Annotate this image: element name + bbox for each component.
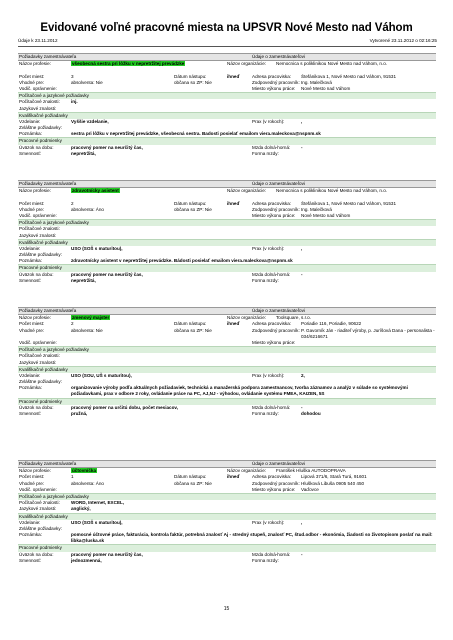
- form-row: [18, 233, 436, 239]
- position-highlight: zdravotnícky asistent: [72, 188, 119, 194]
- suitable-disabled: občana so ZP: Nie: [174, 79, 212, 85]
- field-label: Názov organizácie:: [227, 61, 267, 67]
- field-label: Vodič. oprávnenie:: [19, 212, 57, 218]
- form-row: [18, 558, 436, 564]
- field-label: Poznámka:: [19, 258, 42, 264]
- report-date: Údaje k 23.11.2012: [18, 38, 58, 43]
- spacer: [227, 328, 252, 340]
- job-note: sestra pri lôžku v nepretržitej prevádzke, všeobecná sestra. Badosti posielať emailom viera.maleckova@nspnm.sk: [71, 131, 321, 137]
- section-header: Kvalifikačné požiadavky: [18, 239, 436, 246]
- positions-count: 3: [71, 73, 74, 79]
- field-label: Vzdelanie:: [19, 519, 41, 525]
- spacer: [227, 558, 252, 564]
- form-row: [18, 360, 436, 366]
- field-label: Prax (v rokoch):: [252, 519, 285, 525]
- form-row: [18, 340, 436, 346]
- field-label: Jazykové znalosti:: [19, 232, 57, 238]
- shift-type: jednozmenná,: [71, 557, 102, 563]
- shift-type: nepretržitá,: [71, 150, 96, 156]
- form-row: [18, 487, 436, 493]
- field-label: Názov profesie:: [19, 61, 51, 67]
- field-label: Zodpovedný pracovník:: [252, 79, 300, 85]
- field-label: Názov organizácie:: [227, 315, 267, 321]
- field-label: Forma mzdy:: [252, 557, 279, 563]
- field-label: Smennosť:: [19, 150, 42, 156]
- suitable-disabled: občana so ZP: Nie: [174, 480, 212, 486]
- employer-info-heading: Údaje o zamestnávateľovi: [252, 54, 305, 59]
- form-row: [18, 506, 436, 512]
- field-label: Počet miest:: [19, 321, 45, 327]
- field-label: Počet miest:: [19, 474, 45, 480]
- field-label: Zodpovedný pracovník:: [252, 327, 300, 333]
- positions-count: 1: [71, 474, 74, 480]
- section-header: Pracovné podmienky: [18, 398, 436, 405]
- field-label: Vodič. oprávnenie:: [19, 486, 57, 492]
- section-header: Počítačové a jazykové požiadavky: [18, 346, 436, 353]
- driving-license: [71, 86, 174, 92]
- spacer: [227, 340, 252, 346]
- workplace-location: [301, 340, 436, 346]
- field-label: Zodpovedný pracovník:: [252, 480, 300, 486]
- spacer: [174, 278, 227, 284]
- employer-requirements-heading: Požiadavky zamestnávateľa: [19, 181, 77, 186]
- start-date: ihneď: [227, 73, 240, 79]
- job-note: pomocné účtovné práce, fakturácia, kontrola faktúr, potrebná znalosť Aj - stredný stupeň, znalosť PC, štud.odbor - ekonómia, žiadosti so životopisom poslať na mail: libka@luska.sk: [71, 532, 433, 544]
- form-row: [18, 106, 436, 112]
- field-label: Jazykové znalosti:: [19, 506, 57, 512]
- job-note: zdravotnícky asistent v nepretržitej prevádzke. Bádosti posielať emailom viera.maleckova@nspnm.sk: [71, 258, 293, 264]
- field-label: Dátum nástupu:: [174, 73, 207, 79]
- form-row: [18, 213, 436, 219]
- organization-name: František Hluška AUTODOPRAVA: [276, 468, 346, 474]
- field-label: Vzdelanie:: [19, 245, 41, 251]
- salary-form: [301, 278, 436, 284]
- form-row: [18, 188, 436, 200]
- position-highlight: zmenový majster: [72, 315, 110, 321]
- field-label: Prax (v rokoch):: [252, 245, 285, 251]
- field-label: Adresa pracoviska:: [252, 474, 292, 480]
- field-label: Zvláštne požiadavky:: [19, 125, 62, 131]
- contract-type: pracovný pomer na neurčitý čas,: [71, 551, 143, 557]
- education-level: Vyššie vzdelanie,: [71, 118, 109, 124]
- spacer: [174, 558, 227, 564]
- field-label: Počet miest:: [19, 73, 45, 79]
- field-label: Názov profesie:: [19, 315, 51, 321]
- section-header: Pracovné podmienky: [18, 544, 436, 551]
- field-label: Miesto výkonu práce:: [252, 339, 296, 345]
- spacer: [227, 151, 252, 157]
- section-header: Počítačové a jazykové požiadavky: [18, 219, 436, 226]
- field-label: Úväzok na dobu:: [19, 271, 54, 277]
- driving-license: [71, 340, 174, 346]
- record-header: [18, 53, 436, 61]
- suitable-disabled: občana so ZP: Nie: [174, 206, 212, 212]
- field-label: Vodič. oprávnenie:: [19, 85, 57, 91]
- field-label: Vodič. oprávnenie:: [19, 339, 57, 345]
- field-label: Zodpovedný pracovník:: [252, 206, 300, 212]
- spacer: [227, 487, 252, 493]
- field-label: Počítačové znalosti:: [19, 99, 60, 105]
- workplace-address: Štefánikova 1, Nové Mesto nad Váhom, 91531: [301, 73, 396, 79]
- form-row: [18, 151, 436, 157]
- page-number: 15: [223, 606, 230, 612]
- field-label: Dátum nástupu:: [174, 321, 207, 327]
- computer-skills: WORD, Internet, EXCEL,: [71, 500, 125, 506]
- form-row: [18, 86, 436, 92]
- job-record: [18, 307, 436, 417]
- shift-type: pružná,: [71, 411, 88, 417]
- language-skills: [71, 233, 436, 239]
- language-skills: [71, 360, 436, 366]
- workplace-location: Nové Mesto nad Váhom: [301, 85, 351, 91]
- salary-range: -: [301, 404, 303, 410]
- job-record: [18, 460, 436, 564]
- spacer: [227, 278, 252, 284]
- field-label: Mzda dolná-horná:: [252, 404, 291, 410]
- spacer: [227, 411, 252, 417]
- education-level: USO (SOŠ s maturitou),: [71, 519, 123, 525]
- section-header: Kvalifikačné požiadavky: [18, 112, 436, 119]
- salary-range: -: [301, 551, 303, 557]
- field-label: Počítačové znalosti:: [19, 500, 60, 506]
- field-label: Miesto výkonu práce:: [252, 212, 296, 218]
- suitable-disabled: občana so ZP: Nie: [174, 327, 212, 333]
- positions-count: 2: [71, 321, 74, 327]
- form-row: [18, 385, 436, 397]
- section-header: Kvalifikačné požiadavky: [18, 366, 436, 373]
- field-label: Vhodné pre:: [19, 327, 45, 333]
- record-header: [18, 307, 436, 315]
- spacer: [174, 213, 227, 219]
- section-header: Pracovné podmienky: [18, 264, 436, 271]
- field-label: Poznámka:: [19, 532, 42, 538]
- field-label: Adresa pracoviska:: [252, 73, 292, 79]
- field-label: Počítačové znalosti:: [19, 226, 60, 232]
- field-label: Forma mzdy:: [252, 277, 279, 283]
- record-header: [18, 180, 436, 188]
- language-skills: anglický,: [71, 506, 91, 512]
- field-label: Miesto výkonu práce:: [252, 85, 296, 91]
- section-header: Kvalifikačné požiadavky: [18, 513, 436, 520]
- suitable-graduate: absolventa: Áno: [71, 480, 104, 486]
- salary-range: -: [301, 271, 303, 277]
- organization-name: Toolsquare, s.r.o.: [276, 315, 311, 321]
- created-timestamp: Vytvorené 23.11.2012 o 02:16:25: [369, 38, 437, 43]
- position-name: [71, 188, 227, 200]
- field-label: Smennosť:: [19, 557, 42, 563]
- field-label: Počítačové znalosti:: [19, 353, 60, 359]
- field-label: Názov profesie:: [19, 188, 51, 194]
- field-label: Názov organizácie:: [227, 468, 267, 474]
- education-level: USO (SOŠ s maturitou),: [71, 245, 123, 251]
- form-row: [18, 61, 436, 73]
- field-label: Názov profesie:: [19, 468, 51, 474]
- form-row: [18, 258, 436, 264]
- spacer: [174, 340, 227, 346]
- spacer: [227, 86, 252, 92]
- field-label: Dátum nástupu:: [174, 474, 207, 480]
- field-label: Jazykové znalosti:: [19, 359, 57, 365]
- field-label: Poznámka:: [19, 131, 42, 137]
- contract-type: pracovný pomer na neurčitý čas,: [71, 144, 143, 150]
- spacer: [174, 411, 227, 417]
- contact-person: P. Gavorník Ján - riaditeľ výroby, p. Juríšová Dana - personalista - 034/6216671: [301, 327, 435, 339]
- field-label: Smennosť:: [19, 277, 42, 283]
- section-header: Pracovné podmienky: [18, 137, 436, 144]
- driving-license: [71, 487, 174, 493]
- form-row: [18, 328, 436, 340]
- positions-count: 2: [71, 200, 74, 206]
- suitable-graduate: absolventa: Nie: [71, 79, 103, 85]
- contact-person: Ing. Malečková: [301, 206, 332, 212]
- field-label: Mzda dolná-horná:: [252, 551, 291, 557]
- header-rule: [18, 46, 436, 47]
- employer-requirements-heading: Požiadavky zamestnávateľa: [19, 308, 77, 313]
- field-label: Úväzok na dobu:: [19, 144, 54, 150]
- practice-years: ,: [301, 245, 303, 251]
- form-row: [18, 278, 436, 284]
- workplace-location: Vaďovce: [301, 486, 319, 492]
- contract-type: pracovný pomer na určitú dobu, počet mesiacov,: [71, 404, 178, 410]
- field-label: Názov organizácie:: [227, 188, 267, 194]
- form-row: [18, 411, 436, 417]
- workplace-location: Nové Mesto nad Váhom: [301, 212, 351, 218]
- field-label: Zvláštne požiadavky:: [19, 525, 62, 531]
- workplace-address: Poriadie 116, Poriadie, 90622: [301, 321, 362, 327]
- start-date: ihneď: [227, 200, 240, 206]
- field-label: Mzda dolná-horná:: [252, 144, 291, 150]
- field-label: Smennosť:: [19, 411, 42, 417]
- organization-name: Nemocnica s poliklinikou Nové Mesto nad Váhom, n.o.: [276, 61, 388, 67]
- job-record: [18, 53, 436, 157]
- form-row: [18, 131, 436, 137]
- practice-years: ,: [301, 519, 303, 525]
- salary-form: [301, 558, 436, 564]
- contract-type: pracovný pomer na neurčitý čas,: [71, 271, 143, 277]
- shift-type: nepretržitá,: [71, 277, 96, 283]
- field-label: Miesto výkonu práce:: [252, 486, 296, 492]
- suitable-graduate: absolventa: Nie: [71, 327, 103, 333]
- field-label: Úväzok na dobu:: [19, 551, 54, 557]
- workplace-address: Štefánikova 1, Nové Mesto nad Váhom, 91531: [301, 200, 396, 206]
- field-label: Zvláštne požiadavky:: [19, 252, 62, 258]
- field-label: Prax (v rokoch):: [252, 372, 285, 378]
- salary-form: [301, 151, 436, 157]
- section-header: Počítačové a jazykové požiadavky: [18, 92, 436, 99]
- record-header: [18, 460, 436, 468]
- field-label: Adresa pracoviska:: [252, 200, 292, 206]
- employer-info-heading: Údaje o zamestnávateľovi: [252, 461, 305, 466]
- field-label: Zvláštne požiadavky:: [19, 379, 62, 385]
- salary-range: -: [301, 144, 303, 150]
- form-row: [18, 532, 436, 544]
- field-label: Vzdelanie:: [19, 372, 41, 378]
- section-header: Počítačové a jazykové požiadavky: [18, 493, 436, 500]
- spacer: [227, 213, 252, 219]
- position-highlight: účtovníčka: [72, 468, 96, 474]
- spacer: [174, 487, 227, 493]
- practice-years: 2,: [301, 372, 305, 378]
- field-label: Vhodné pre:: [19, 79, 45, 85]
- job-note: organizovanie výroby podľa aktuálnych požiadaviek, technická a manažerská podpora zamestnancov, tvorba záznamov a analýz v súlade so systémovými požiadavkami, prax v odbore 2 roky, ovládanie práce na PC, AJ,NJ - výhodou, ovládanie systému FMEA, KAIZEN, 5S: [71, 385, 408, 397]
- contact-person: Ing. Malečková: [301, 79, 332, 85]
- field-label: Poznámka:: [19, 385, 42, 391]
- page-title: Evidované voľné pracovné miesta na UPSVR Nové Mesto nad Váhom: [40, 22, 413, 34]
- employer-info-heading: Údaje o zamestnávateľovi: [252, 181, 305, 186]
- job-record: [18, 180, 436, 284]
- field-label: Počet miest:: [19, 200, 45, 206]
- contact-person: Hlušková Libuša 0905 540 450: [301, 480, 365, 486]
- field-label: Vhodné pre:: [19, 206, 45, 212]
- practice-years: ,: [301, 118, 303, 124]
- field-label: Vhodné pre:: [19, 480, 45, 486]
- start-date: ihneď: [227, 474, 240, 480]
- education-level: USO (SOU, UŠ s maturitou),: [71, 372, 132, 378]
- computer-skills: inj.: [71, 99, 78, 105]
- field-label: Dátum nástupu:: [174, 200, 207, 206]
- field-label: Vzdelanie:: [19, 118, 41, 124]
- salary-form: dohodou: [301, 411, 321, 417]
- field-label: Adresa pracoviska:: [252, 321, 292, 327]
- workplace-address: Lipová 371/6, Stará Turá, 91601: [301, 474, 367, 480]
- position-highlight: všeobecná sestra pri lôžku v nepretržitej prevádzke: [72, 61, 185, 67]
- field-label: Prax (v rokoch):: [252, 118, 285, 124]
- position-name: [71, 61, 227, 73]
- start-date: ihneď: [227, 321, 240, 327]
- field-label: Forma mzdy:: [252, 411, 279, 417]
- employer-info-heading: Údaje o zamestnávateľovi: [252, 308, 305, 313]
- driving-license: [71, 213, 174, 219]
- field-label: Jazykové znalosti:: [19, 105, 57, 111]
- spacer: [174, 151, 227, 157]
- spacer: [174, 86, 227, 92]
- field-label: Forma mzdy:: [252, 150, 279, 156]
- field-label: Mzda dolná-horná:: [252, 271, 291, 277]
- employer-requirements-heading: Požiadavky zamestnávateľa: [19, 54, 77, 59]
- suitable-graduate: absolventa: Áno: [71, 206, 104, 212]
- organization-name: Nemocnica s poliklinikou Nové Mesto nad Váhom, n.o.: [276, 188, 388, 194]
- field-label: Úväzok na dobu:: [19, 404, 54, 410]
- language-skills: [71, 106, 436, 112]
- employer-requirements-heading: Požiadavky zamestnávateľa: [19, 461, 77, 466]
